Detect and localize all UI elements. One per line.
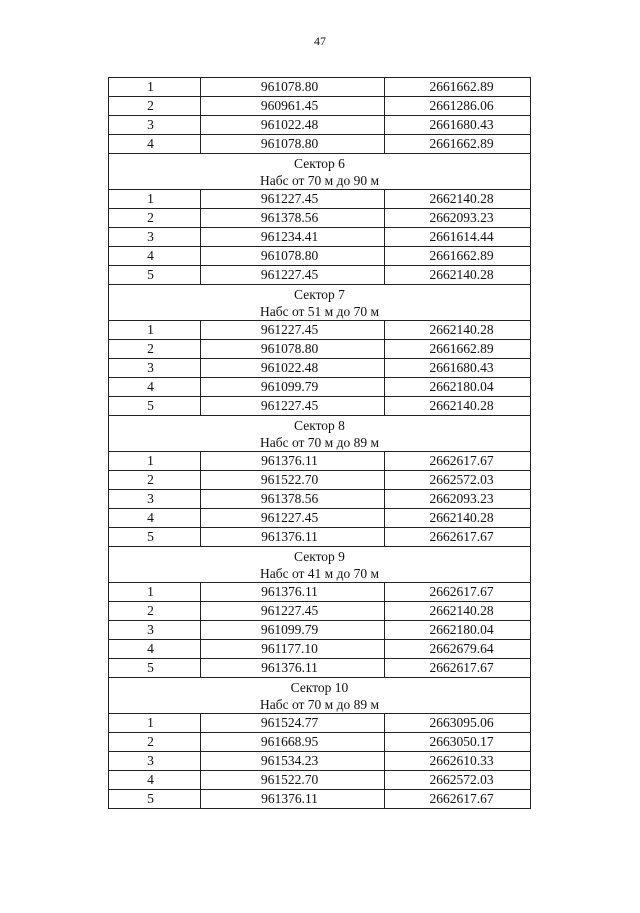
sector-height-range: Набс от 70 м до 89 м bbox=[259, 434, 380, 450]
sector-header-row bbox=[109, 678, 531, 714]
y-coordinate-cell: 2662617.67 bbox=[385, 659, 531, 678]
point-number-cell: 3 bbox=[109, 116, 201, 135]
x-coordinate-cell: 961227.45 bbox=[201, 397, 385, 416]
point-number-cell: 3 bbox=[109, 621, 201, 640]
table-row bbox=[109, 528, 531, 547]
point-number-cell: 3 bbox=[109, 490, 201, 509]
y-coordinate-cell: 2661662.89 bbox=[385, 247, 531, 266]
point-number-cell: 4 bbox=[109, 771, 201, 790]
y-coordinate-cell: 2662140.28 bbox=[385, 602, 531, 621]
y-coordinate-cell: 2662180.04 bbox=[385, 621, 531, 640]
x-coordinate-cell: 961177.10 bbox=[201, 640, 385, 659]
table-row bbox=[109, 790, 531, 809]
table-row bbox=[109, 209, 531, 228]
table-row bbox=[109, 733, 531, 752]
x-coordinate-cell: 961522.70 bbox=[201, 771, 385, 790]
table-row bbox=[109, 471, 531, 490]
y-coordinate-cell: 2662140.28 bbox=[385, 190, 531, 209]
point-number-cell: 3 bbox=[109, 228, 201, 247]
x-coordinate-cell: 961099.79 bbox=[201, 621, 385, 640]
point-number-cell: 1 bbox=[109, 78, 201, 97]
point-number-cell: 3 bbox=[109, 359, 201, 378]
sector-header-row bbox=[109, 416, 531, 452]
y-coordinate-cell: 2662679.64 bbox=[385, 640, 531, 659]
table-row bbox=[109, 135, 531, 154]
y-coordinate-cell: 2662617.67 bbox=[385, 452, 531, 471]
table-row bbox=[109, 247, 531, 266]
y-coordinate-cell: 2662140.28 bbox=[385, 397, 531, 416]
point-number-cell: 4 bbox=[109, 135, 201, 154]
sector-title: Сектор 9 bbox=[294, 548, 345, 564]
point-number-cell: 5 bbox=[109, 528, 201, 547]
x-coordinate-cell: 961378.56 bbox=[201, 209, 385, 228]
table-row bbox=[109, 659, 531, 678]
sector-header-row bbox=[109, 154, 531, 190]
sector-height-range: Набс от 51 м до 70 м bbox=[259, 303, 380, 319]
x-coordinate-cell: 961078.80 bbox=[201, 135, 385, 154]
point-number-cell: 1 bbox=[109, 321, 201, 340]
point-number-cell: 1 bbox=[109, 583, 201, 602]
point-number-cell: 5 bbox=[109, 397, 201, 416]
y-coordinate-cell: 2661680.43 bbox=[385, 359, 531, 378]
y-coordinate-cell: 2662572.03 bbox=[385, 771, 531, 790]
x-coordinate-cell: 961078.80 bbox=[201, 78, 385, 97]
x-coordinate-cell: 961376.11 bbox=[201, 583, 385, 602]
table-row bbox=[109, 340, 531, 359]
x-coordinate-cell: 961378.56 bbox=[201, 490, 385, 509]
table-row bbox=[109, 490, 531, 509]
point-number-cell: 2 bbox=[109, 97, 201, 116]
point-number-cell: 2 bbox=[109, 602, 201, 621]
sector-height-range: Набс от 41 м до 70 м bbox=[259, 565, 380, 581]
table-row bbox=[109, 321, 531, 340]
table-row bbox=[109, 78, 531, 97]
sector-header bbox=[109, 547, 531, 583]
y-coordinate-cell: 2661286.06 bbox=[385, 97, 531, 116]
x-coordinate-cell: 961022.48 bbox=[201, 359, 385, 378]
y-coordinate-cell: 2662610.33 bbox=[385, 752, 531, 771]
x-coordinate-cell: 961522.70 bbox=[201, 471, 385, 490]
sector-title: Сектор 7 bbox=[294, 286, 345, 302]
coordinates-table-body bbox=[109, 78, 531, 809]
x-coordinate-cell: 961078.80 bbox=[201, 247, 385, 266]
y-coordinate-cell: 2662617.67 bbox=[385, 583, 531, 602]
table-row bbox=[109, 452, 531, 471]
table-row bbox=[109, 602, 531, 621]
table-row bbox=[109, 752, 531, 771]
sector-header bbox=[109, 678, 531, 714]
point-number-cell: 2 bbox=[109, 340, 201, 359]
x-coordinate-cell: 961234.41 bbox=[201, 228, 385, 247]
table-row bbox=[109, 359, 531, 378]
point-number-cell: 4 bbox=[109, 247, 201, 266]
point-number-cell: 1 bbox=[109, 452, 201, 471]
sector-title: Сектор 6 bbox=[294, 155, 345, 171]
point-number-cell: 5 bbox=[109, 266, 201, 285]
sector-header bbox=[109, 154, 531, 190]
x-coordinate-cell: 961376.11 bbox=[201, 452, 385, 471]
y-coordinate-cell: 2661662.89 bbox=[385, 135, 531, 154]
x-coordinate-cell: 961376.11 bbox=[201, 790, 385, 809]
point-number-cell: 2 bbox=[109, 733, 201, 752]
page-number: 47 bbox=[314, 34, 326, 48]
table-row bbox=[109, 509, 531, 528]
y-coordinate-cell: 2662180.04 bbox=[385, 378, 531, 397]
y-coordinate-cell: 2662093.23 bbox=[385, 209, 531, 228]
x-coordinate-cell: 961227.45 bbox=[201, 509, 385, 528]
table-row bbox=[109, 397, 531, 416]
x-coordinate-cell: 961524.77 bbox=[201, 714, 385, 733]
point-number-cell: 3 bbox=[109, 752, 201, 771]
y-coordinate-cell: 2663050.17 bbox=[385, 733, 531, 752]
x-coordinate-cell: 961227.45 bbox=[201, 266, 385, 285]
table-row bbox=[109, 621, 531, 640]
y-coordinate-cell: 2662617.67 bbox=[385, 528, 531, 547]
sector-title: Сектор 10 bbox=[290, 679, 349, 695]
y-coordinate-cell: 2662140.28 bbox=[385, 321, 531, 340]
point-number-cell: 4 bbox=[109, 509, 201, 528]
table-row bbox=[109, 228, 531, 247]
x-coordinate-cell: 961227.45 bbox=[201, 321, 385, 340]
table-row bbox=[109, 190, 531, 209]
x-coordinate-cell: 961668.95 bbox=[201, 733, 385, 752]
table-row bbox=[109, 97, 531, 116]
sector-height-range: Набс от 70 м до 89 м bbox=[259, 696, 380, 712]
point-number-cell: 1 bbox=[109, 190, 201, 209]
x-coordinate-cell: 961534.23 bbox=[201, 752, 385, 771]
sector-header-row bbox=[109, 547, 531, 583]
point-number-cell: 4 bbox=[109, 378, 201, 397]
x-coordinate-cell: 961078.80 bbox=[201, 340, 385, 359]
point-number-cell: 1 bbox=[109, 714, 201, 733]
sector-header bbox=[109, 285, 531, 321]
y-coordinate-cell: 2661662.89 bbox=[385, 78, 531, 97]
table-row bbox=[109, 714, 531, 733]
table-row bbox=[109, 771, 531, 790]
y-coordinate-cell: 2661614.44 bbox=[385, 228, 531, 247]
point-number-cell: 2 bbox=[109, 209, 201, 228]
x-coordinate-cell: 961376.11 bbox=[201, 659, 385, 678]
table-row bbox=[109, 640, 531, 659]
x-coordinate-cell: 961227.45 bbox=[201, 602, 385, 621]
y-coordinate-cell: 2661680.43 bbox=[385, 116, 531, 135]
point-number-cell: 5 bbox=[109, 790, 201, 809]
y-coordinate-cell: 2662140.28 bbox=[385, 509, 531, 528]
table-row bbox=[109, 116, 531, 135]
y-coordinate-cell: 2662617.67 bbox=[385, 790, 531, 809]
x-coordinate-cell: 961099.79 bbox=[201, 378, 385, 397]
y-coordinate-cell: 2661662.89 bbox=[385, 340, 531, 359]
sector-title: Сектор 8 bbox=[294, 417, 345, 433]
point-number-cell: 5 bbox=[109, 659, 201, 678]
table-row bbox=[109, 583, 531, 602]
y-coordinate-cell: 2662093.23 bbox=[385, 490, 531, 509]
x-coordinate-cell: 961376.11 bbox=[201, 528, 385, 547]
y-coordinate-cell: 2662140.28 bbox=[385, 266, 531, 285]
sector-header-row bbox=[109, 285, 531, 321]
y-coordinate-cell: 2663095.06 bbox=[385, 714, 531, 733]
point-number-cell: 2 bbox=[109, 471, 201, 490]
x-coordinate-cell: 960961.45 bbox=[201, 97, 385, 116]
coordinates-table bbox=[108, 77, 531, 809]
sector-header bbox=[109, 416, 531, 452]
y-coordinate-cell: 2662572.03 bbox=[385, 471, 531, 490]
table-row bbox=[109, 378, 531, 397]
table-row bbox=[109, 266, 531, 285]
x-coordinate-cell: 961227.45 bbox=[201, 190, 385, 209]
sector-height-range: Набс от 70 м до 90 м bbox=[259, 172, 380, 188]
point-number-cell: 4 bbox=[109, 640, 201, 659]
x-coordinate-cell: 961022.48 bbox=[201, 116, 385, 135]
